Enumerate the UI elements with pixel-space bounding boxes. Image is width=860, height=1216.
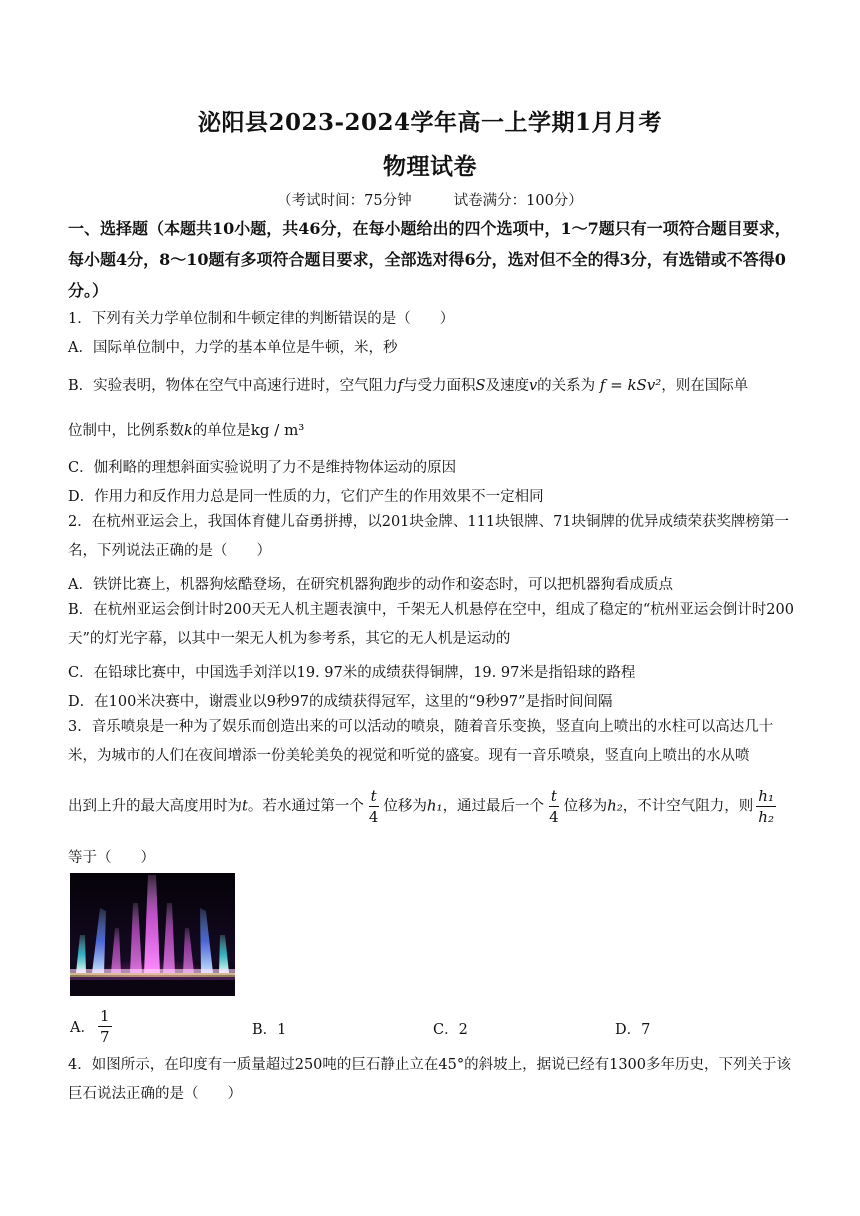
q1-option-d: D．作用力和反作用力总是同一性质的力，它们产生的作用效果不一定相同: [68, 489, 544, 505]
fraction-1-over-7: $\frac{1}{7}$: [99, 1007, 110, 1046]
fraction-h1-over-h2: $\frac{\text{h₁}}{\text{h₂}}$: [758, 787, 774, 826]
q3-stem: 3．音乐喷泉是一种为了娱乐而创造出来的可以活动的喷泉，随着音乐变换，竖直向上喷出的水柱可以高达几十米，为城市的人们在夜间增添一份美轮美奂的视觉和听觉的盛宴。现有一音乐喷泉，竖直向上喷出的水从喷: [68, 719, 774, 764]
drag-formula: f = kSv²: [599, 376, 662, 394]
q2-option-d: D．在100米决赛中，谢震业以9秒97的成绩获得冠军，这里的“9秒97”是指时间间隔: [68, 694, 613, 710]
q3-option-d: D．7: [615, 1022, 651, 1038]
q1-option-c: C．伽利略的理想斜面实验说明了力不是维持物体运动的原因: [68, 460, 457, 476]
exam-score: 试卷满分：100分）: [453, 193, 583, 209]
q1-option-b: B．实验表明，物体在空气中高速行进时，空气阻力f与受力面积S及速度v的关系为 f = kSv²，则在国际单: [68, 376, 749, 394]
exam-subtitle: 物理试卷: [383, 153, 477, 180]
q3-tail: 等于（ ）: [68, 850, 155, 866]
q3-option-a: A． $\frac{1}{7}$: [70, 1007, 110, 1046]
q1-stem: 1．下列有关力学单位制和牛顿定律的判断错误的是（ ）: [68, 311, 455, 327]
q2-option-b: B．在杭州亚运会倒计时200天无人机主题表演中，千架无人机悬停在空中，组成了稳定的“杭州亚运会倒计时200天”的灯光字幕，以其中一架无人机为参考系，其它的无人机是运动的: [68, 602, 794, 647]
q2-option-a: A．铁饼比赛上，机器狗炫酷登场，在研究机器狗跑步的动作和姿态时，可以把机器狗看成质点: [68, 577, 673, 593]
q1-option-b-cont: 位制中，比例系数k的单位是kg / m³: [68, 421, 305, 439]
section-heading: 一、选择题（本题共10小题，共46分，在每小题给出的四个选项中，1～7题只有一项符合题目要求，每小题4分，8～10题有多项符合题目要求，全部选对得6分，选对但不全的得3分，有选错或不答得0分。）: [68, 219, 791, 300]
exam-title: 泌阳县2023-2024学年高一上学期1月月考: [197, 109, 663, 136]
exam-time: （考试时间：75分钟: [277, 193, 412, 209]
q2-option-c: C．在铅球比赛中，中国选手刘洋以19. 97米的成绩获得铜牌，19. 97米是指铅球的路程: [68, 665, 636, 681]
fraction-t-over-4: $\frac{t}{4}$: [368, 787, 379, 826]
exam-info: [0, 189, 860, 210]
unit-formula: kg / m³: [250, 421, 305, 439]
q1-option-a: A．国际单位制中，力学的基本单位是牛顿，米，秒: [68, 340, 398, 356]
q2-stem: 2．在杭州亚运会上，我国体育健儿奋勇拼搏，以201块金牌、111块银牌、71块铜牌的优异成绩荣获奖牌榜第一名，下列说法正确的是（ ）: [68, 514, 790, 559]
q4-stem: 4．如图所示，在印度有一质量超过250吨的巨石静止立在45°的斜坡上，据说已经有1300多年历史，下列关于该巨石说法正确的是（ ）: [68, 1057, 791, 1102]
q3-stem-line3: 出到上升的最大高度用时为t。若水通过第一个 $\frac{t}{4}$ 位移为h₁，通过最后一个 $\frac{t}{4}$ 位移为h₂，不计空气阻力，则 $\frac{\text{h₁}}{\text{h₂}}$: [68, 787, 774, 826]
fraction-t-over-4-second: $\frac{t}{4}$: [549, 787, 559, 826]
fountain-image: [70, 873, 235, 996]
q3-option-c: C．2: [433, 1022, 468, 1038]
q3-option-b: B．1: [252, 1022, 287, 1038]
